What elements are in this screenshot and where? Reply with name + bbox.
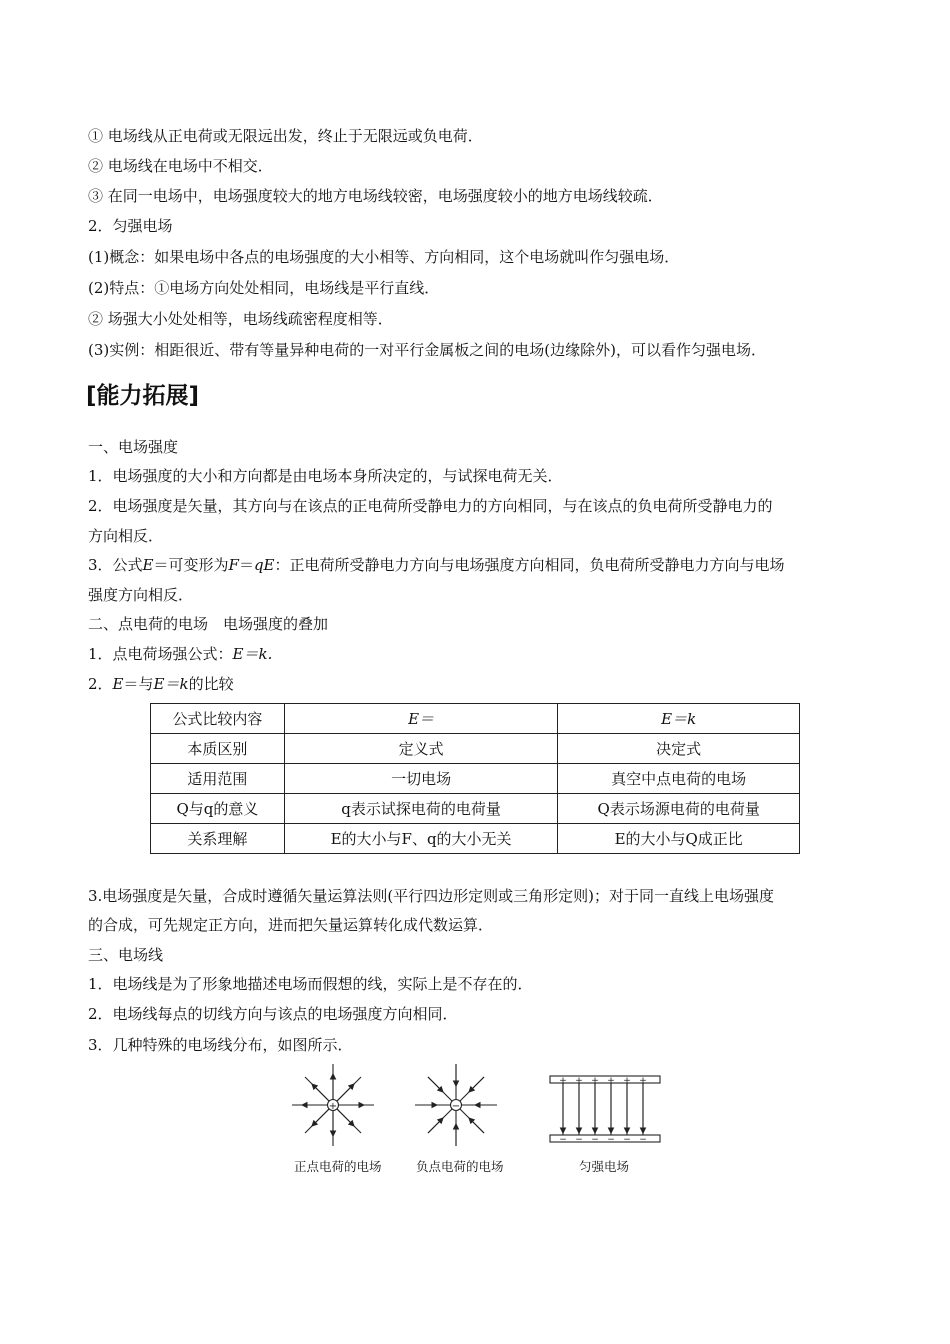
text-line: 方向相反． <box>88 527 164 545</box>
text-line: ② 电场线在电场中不相交． <box>88 157 273 175</box>
table-cell: 决定式 <box>558 734 800 764</box>
text-line: 3．公式E＝可变形为F＝qE：正电荷所受静电力方向与电场强度方向相同，负电荷所受静电力方向与电场 <box>88 556 785 574</box>
svg-text:−: − <box>591 1135 599 1145</box>
table-cell: 定义式 <box>284 734 558 764</box>
table-row <box>151 824 800 854</box>
svg-text:−: − <box>607 1135 615 1145</box>
svg-text:+: + <box>591 1076 599 1086</box>
text-line: 的合成，可先规定正方向，进而把矢量运算转化成代数运算． <box>88 916 494 934</box>
text-line: (1)概念：如果电场中各点的电场强度的大小相等、方向相同，这个电场就叫作匀强电场． <box>88 248 680 266</box>
table-cell: Q表示场源电荷的电荷量 <box>558 794 800 824</box>
table-row <box>151 764 800 794</box>
text-line: ③ 在同一电场中，电场强度较大的地方电场线较密，电场强度较小的地方电场线较疏． <box>88 187 663 205</box>
figure-caption: 匀强电场 <box>579 1159 630 1174</box>
svg-text:+: + <box>559 1076 567 1086</box>
positive-sign: + <box>328 1101 338 1112</box>
table-cell: 适用范围 <box>151 764 285 794</box>
section-heading: [能力拓展] <box>86 383 200 409</box>
text-line: (2)特点：①电场方向处处相同，电场线是平行直线． <box>88 279 440 297</box>
text-line: 1．点电荷场强公式：E＝k. <box>88 645 273 663</box>
svg-text:−: − <box>639 1135 647 1145</box>
table-cell: 一切电场 <box>284 764 558 794</box>
text-line: 1．电场强度的大小和方向都是由电场本身所决定的，与试探电荷无关． <box>88 467 563 485</box>
table-cell: 本质区别 <box>151 734 285 764</box>
field-line-figures <box>285 1062 675 1177</box>
svg-text:−: − <box>559 1135 567 1145</box>
text-line: (3)实例：相距很近、带有等量异种电荷的一对平行金属板之间的电场(边缘除外)，可以看作匀强电场． <box>88 341 766 359</box>
table-cell: E的大小与F、q的大小无关 <box>284 824 558 854</box>
figure-caption: 负点电荷的电场 <box>416 1159 504 1174</box>
svg-text:−: − <box>623 1135 631 1145</box>
svg-text:+: + <box>607 1076 615 1086</box>
text-line: 2．匀强电场 <box>88 217 173 235</box>
text-line: 2．电场强度是矢量，其方向与在该点的正电荷所受静电力的方向相同，与在该点的负电荷所受静电力的 <box>88 497 773 515</box>
svg-text:+: + <box>575 1076 583 1086</box>
text-line: ① 电场线从正电荷或无限远出发，终止于无限远或负电荷． <box>88 127 483 145</box>
table-cell: E＝k <box>558 704 800 734</box>
figure-caption: 正点电荷的电场 <box>294 1159 382 1174</box>
svg-text:+: + <box>623 1076 631 1086</box>
field-line-diagrams <box>285 1062 675 1152</box>
text-line: 2．电场线每点的切线方向与该点的电场强度方向相同． <box>88 1005 458 1023</box>
table-header-row <box>151 704 800 734</box>
table-cell: Q与q的意义 <box>151 794 285 824</box>
table-row <box>151 734 800 764</box>
table-cell: 关系理解 <box>151 824 285 854</box>
negative-sign: − <box>451 1101 461 1112</box>
text-line: 3．几种特殊的电场线分布，如图所示． <box>88 1036 353 1054</box>
table-cell: 真空中点电荷的电场 <box>558 764 800 794</box>
table-cell: E＝ <box>284 704 558 734</box>
table-cell: 公式比较内容 <box>151 704 285 734</box>
subsection-title: 三、电场线 <box>88 946 164 964</box>
text-line: 3.电场强度是矢量，合成时遵循矢量运算法则(平行四边形定则或三角形定则)；对于同一直线上电场强度 <box>88 887 775 905</box>
svg-text:+: + <box>639 1076 647 1086</box>
text-line: 2．E＝与E＝k的比较 <box>88 675 234 693</box>
text-line: 强度方向相反． <box>88 586 194 604</box>
subsection-title: 二、点电荷的电场 电场强度的叠加 <box>88 615 329 633</box>
table-cell: q表示试探电荷的电荷量 <box>284 794 558 824</box>
svg-text:−: − <box>575 1135 583 1145</box>
text-line: ② 场强大小处处相等，电场线疏密程度相等． <box>88 310 393 328</box>
comparison-table <box>150 703 800 854</box>
text-line: 1．电场线是为了形象地描述电场而假想的线，实际上是不存在的． <box>88 975 533 993</box>
subsection-title: 一、电场强度 <box>88 438 179 456</box>
table-cell: E的大小与Q成正比 <box>558 824 800 854</box>
table-row <box>151 794 800 824</box>
